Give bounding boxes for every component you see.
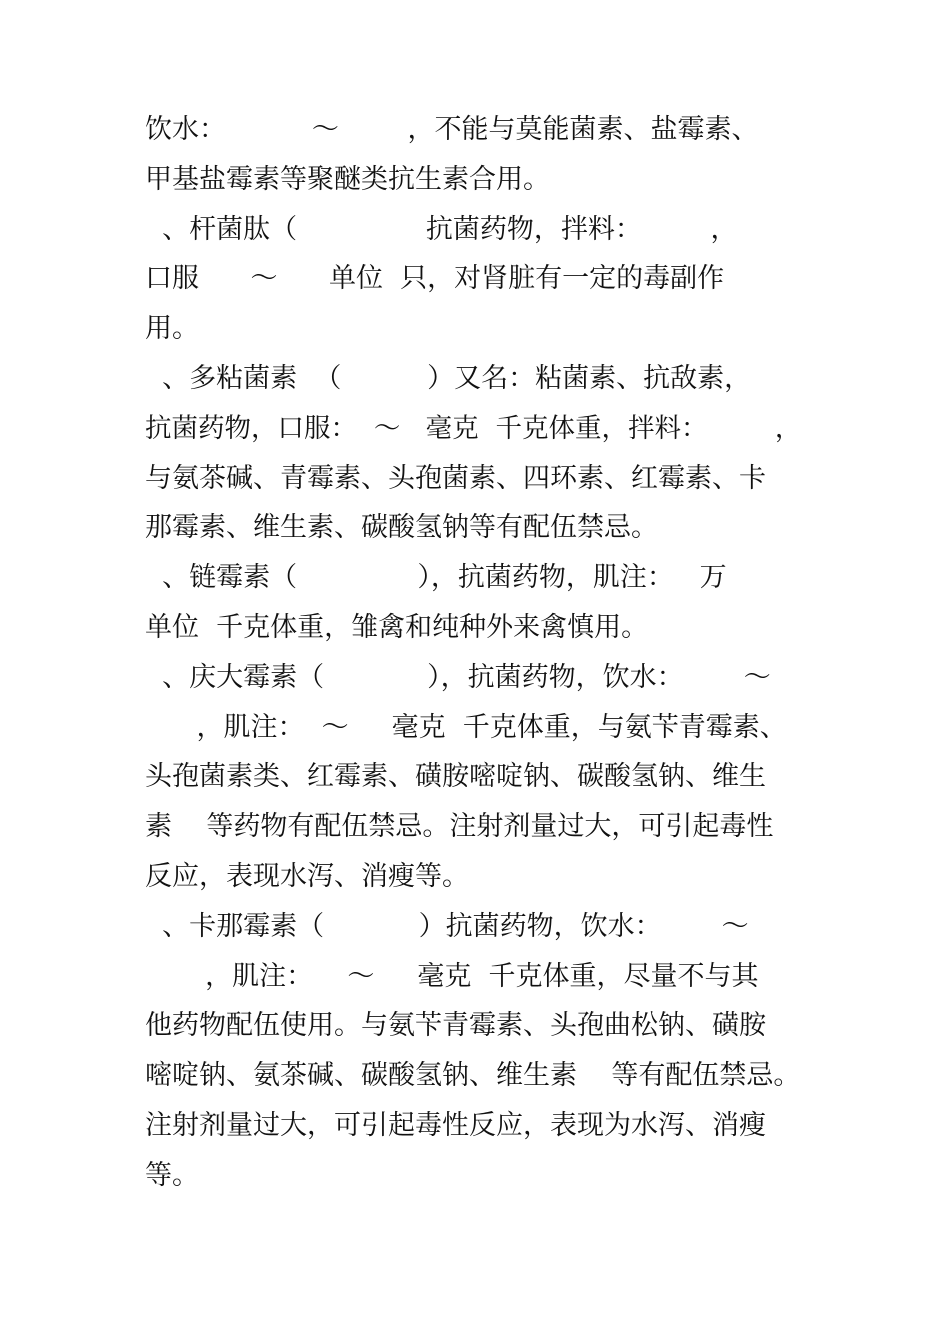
text-line: 嘧啶钠、氨茶碱、碳酸氢钠、维生素 等有配伍禁忌。 [145,1060,801,1091]
text-line: 素 等药物有配伍禁忌。注射剂量过大，可引起毒性 [145,811,774,842]
text-line: 注射剂量过大，可引起毒性反应，表现为水泻、消瘦 [145,1110,766,1141]
text-line: ，肌注： ～ 毫克 千克体重，尽量不与其 [145,961,759,992]
text-line: 头孢菌素类、红霉素、磺胺嘧啶钠、碳酸氢钠、维生 [145,761,766,792]
text-line: 反应，表现水泻、消瘦等。 [145,861,469,892]
text-line: 、杆菌肽（ 抗菌药物，拌料： ， [145,214,738,245]
text-line: 单位 千克体重，雏禽和纯种外来禽慎用。 [145,612,649,643]
text-line: 用。 [145,313,199,344]
text-line: 等。 [145,1160,199,1191]
text-line: 他药物配伍使用。与氨苄青霉素、头孢曲松钠、磺胺 [145,1010,766,1041]
text-line: 、链霉素（ ），抗菌药物，肌注： 万 [145,562,727,593]
text-line: 饮水： ～ ，不能与莫能菌素、盐霉素、 [145,114,759,145]
text-line: 那霉素、维生素、碳酸氢钠等有配伍禁忌。 [145,512,658,543]
text-line: 甲基盐霉素等聚醚类抗生素合用。 [145,164,550,195]
text-line: 抗菌药物，口服： ～ 毫克 千克体重，拌料： ， [145,413,802,444]
text-line: 、卡那霉素（ ）抗菌药物，饮水： ～ [145,911,749,942]
text-line: 与氨茶碱、青霉素、头孢菌素、四环素、红霉素、卡 [145,463,766,494]
text-line: 口服 ～ 单位 只，对肾脏有一定的毒副作 [145,263,725,294]
text-line: 、庆大霉素（ ），抗菌药物，饮水： ～ [145,662,771,693]
text-line: 、多粘菌素 （ ）又名：粘菌素、抗敌素， [145,363,752,394]
text-line: ，肌注： ～ 毫克 千克体重，与氨苄青霉素、 [145,712,787,743]
